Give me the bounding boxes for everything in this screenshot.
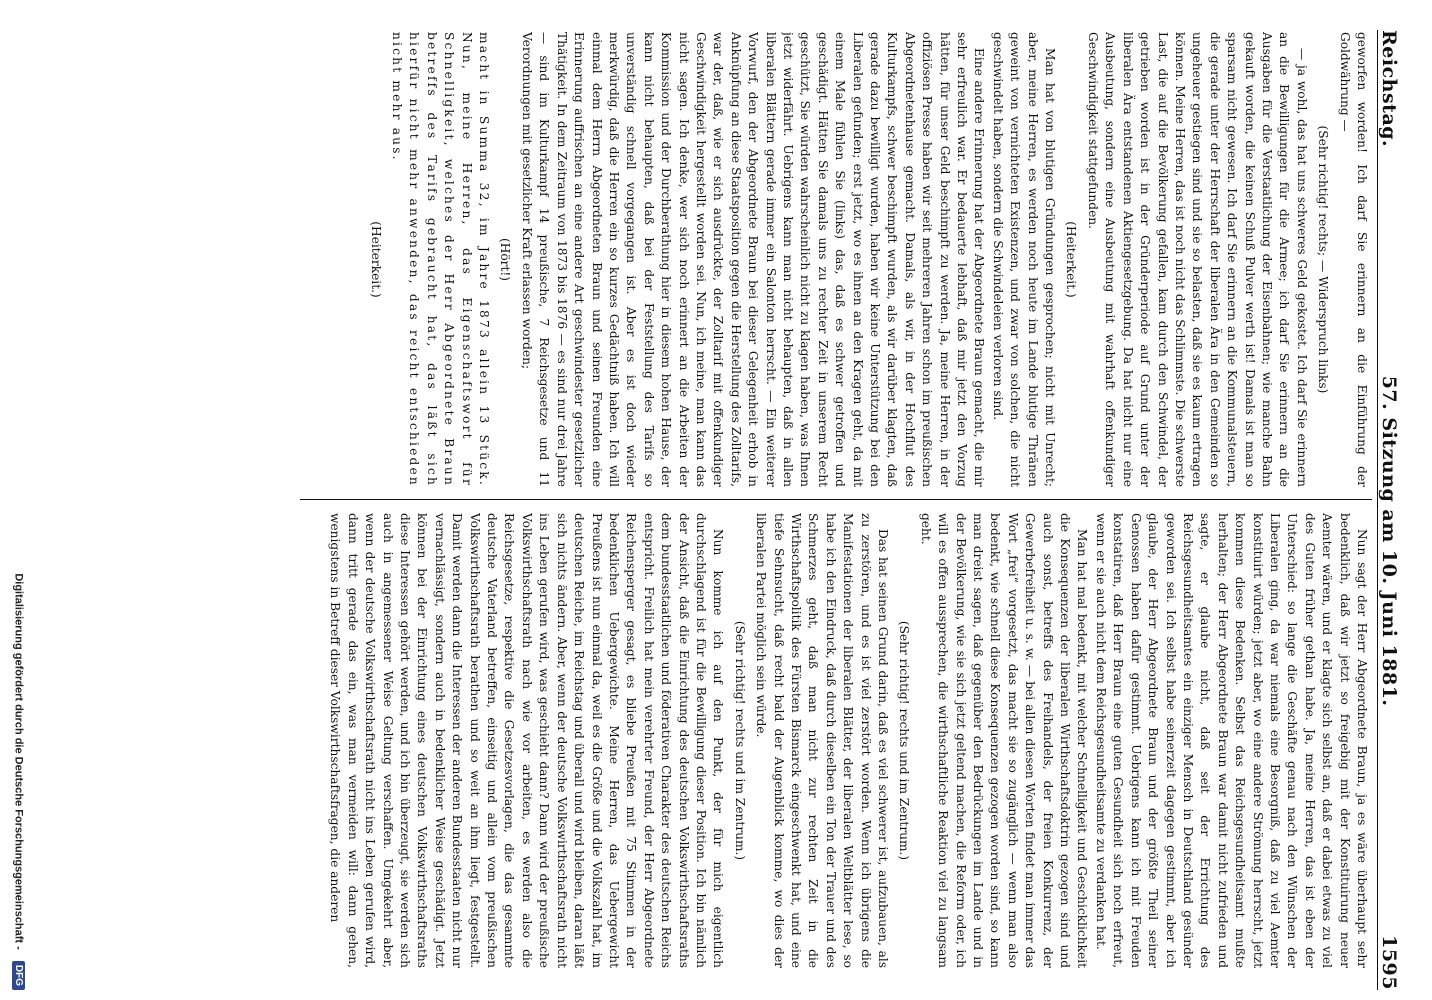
column-divider: [300, 499, 1372, 500]
page-number: 1595: [1378, 935, 1400, 990]
paragraph: Man hat von blutigen Gründungen gesprochen; nicht mit Unrecht; aber, meine Herren, es werden noch heute im Lande blutige Thränen geweint von vernichteten Existenzen, und zwar von solchen, die nicht geschwindelt haben, sondern die Schwindeleien verloren sind.: [990, 32, 1058, 487]
header-running-title: 57. Sitzung am 10. Juni 1881.: [1378, 375, 1400, 707]
interjection: (Sehr richtig! rechts; — Widerspruch links): [1316, 125, 1331, 394]
digitization-credit: [12, 32, 25, 990]
paragraph: geworfen worden! Ich darf Sie erinnern an die Einführung der Goldwährung —: [1337, 32, 1369, 487]
paragraph: macht in Summa 32, im Jahre 1873 allein 13 Stück. Nun, meine Herren, das Eigenschaftswort für Schnelligkeit, welches der Herr Abgeordnete Braun betreffs des Tarifs gebraucht hat, das läßt sich hierfür nicht mehr anwenden, das reicht entschieden nicht mehr aus.: [390, 32, 492, 487]
interjection: (Hört!): [498, 237, 513, 282]
header-left: Reichstag.: [1378, 30, 1400, 148]
interjection: (Heiterkeit.): [368, 221, 383, 298]
left-column: [70, 32, 1370, 487]
paragraph: Eine andere Erinnerung hat der Abgeordnete Braun gemacht, die mir sehr erfreulich war. Er bedauerte lebhaft, daß mir jetzt den Vorzug hätten, für unser Geld beschimpft zu werden. Ja, meine Herren, in der offiziösen Presse haben wir seit mehreren Jahren schon im preußischen Abgeordnetenhause gemacht. Damals, als wir, in der Hochflut des Kulturkampfs, schwer beschimpft wurden, als wir darüber klagten, daß gerade dazu bewilligt wurden, haben wir keine Unterstützung bei den Liberalen gefunden; erst jetzt, wo es ihnen an den Kragen geht, da mit einem Male fühlen Sie (links) das, daß es schwer getroffen und geschädigt. Hätten Sie damals uns zu rechter Zeit in unserem Recht geschützt, Sie würden wahrscheinlich nicht zu klagen haben, was Ihnen jetzt widerfährt. Uebrigens kann man nicht behaupten, daß in allen liberalen Blättern gerade immer ein Salonton herrscht. — Ein weiterer Vorwurf, den der Abgeordnete Braun bei dieser Gelegenheit erhob in Anknüpfung an diese Staatsposition gegen die Herstellung des Zolltarifs, war der, daß, wie er sich ausdrückte, der Zolltarif mit offenkundiger Geschwindigkeit hergestellt worden sei. Nun, ich meine, man kann das nicht sagen. Ich denke, wer sich noch erinnert an die Arbeiten der Kommission und der Durchberathung hier in diesem hohen Hause, der kann nicht behaupten, daß bei der Feststellung des Tarifs so unverständig schnell vorgegangen ist. Aber es ist doch wieder merkwürdig, daß die Herren ein so kurzes Gedächtniß haben. Ich will einmal dem Herrn Abgeordneten Braun und seinen Freunden eine Erinnerung auffrischen an eine andere Art geschwindester gesetzlicher Thätigkeit. In dem Zeitraum von 1873 bis 1876 — es sind nur drei Jahre — sind im Kulturkampf 14 preußische, 7 Reichsgesetze und 11 Verordnungen mit gesetzlicher Kraft erlassen worden;: [519, 32, 987, 487]
paragraph: Man hat mal bedenkt, mit welcher Schnelligkeit und Geschicklichkeit die Konsequenzen der liberalen Wirthschaftsdoktrin gezogen sind und auch sonst, betreffs des Freihandels, der freien Konkurrenz, der Gewerbefreiheit u. s. w. — bei allen diesen Worten findet man immer das Wort „frei“ vorgesetzt, das macht sie so zugänglich — wenn man also bedenkt, wie schnell diese Konsequenzen gezogen worden sind, so kann man dreist sagen, daß gegenüber den Bedrückungen im Lande und in der Bevölkerung, wie sie sich jetzt geltend machen, die Reform oder, ich will es offen aussprechen, die wirthschaftliche Reaktion viel zu langsam geht.: [918, 513, 1090, 968]
dfg-logo: DFG: [12, 961, 25, 990]
paragraph: — ja wohl, das hat uns schweres Geld gekostet. Ich darf Sie erinnern an die Bewilligungen für die Armee; ich darf Sie erinnern an die Ausgaben für die Verstaatlichung der Eisenbahnen; wie manche Bahn gekauft worden, die keinen Schuß Pulver werth ist! Damals ist man so sparsam nicht gewesen. Ich darf Sie erinnern an die Kommunalsteuern, die gerade unter der Herrschaft der liberalen Ära in den Gemeinden so ungeheuer gestiegen sind und sie so belasten, daß sie es kaum ertragen können. Meine Herren, das ist noch nicht das Schlimmste. Die schwerste Last, die auf die Bevölkerung gefallen, kam durch den Schwindel, der getrieben worden ist in der Gründerperiode auf Grund unter der liberalen Ära entstandenen Aktiengesetzgebung. Da hat nicht nur eine Ausbeutung, sondern eine Ausbeutung mit wahrhaft offenkundiger Geschwindigkeit stattgefunden.: [1085, 32, 1309, 487]
right-column: [70, 513, 1370, 968]
paragraph: Das hat seinen Grund darin, daß es viel schwerer ist, aufzubauen, als zu zerstören, und es ist viel zerstört worden. Wenn ich übrigens die Manifestationen der liberalen Blätter, der liberalen Weltblätter lese, so habe ich den Eindruck, daß durch dieselben ein Ton der Trauer und des Schmerzes geht, daß man nicht zur rechten Zeit in die Wirthschaftspolitik des Fürsten Bismarck eingeschwenkt hat, und eine tiefe Sehnsucht, daß recht bald der Augenblick komme, wo dies der liberalen Partei möglich sein würde.: [754, 513, 891, 968]
interjection: (Sehr richtig! rechts und im Zentrum.): [897, 620, 912, 861]
interjection: (Sehr richtig! rechts und im Zentrum.): [732, 620, 747, 861]
interjection: (Heiterkeit.): [1064, 221, 1079, 298]
paragraph: Nun komme ich auf den Punkt, der für mich eigentlich durchschlagend ist für die Bewilligung dieser Position. Ich bin nämlich der Ansicht, daß die Einrichtung des deutschen Volkswirthschaftsraths dem bundesstaatlichen und föderativen Charakter des deutschen Reichs entspricht. Freilich hat mein verehrter Freund, der Herr Abgeordnete Reichensperger gesagt, es bliebe Preußen mit 75 Stimmen in der bedenklichen Uebergewichte. Meine Herren, das Uebergewicht Preußens ist nun einmal da, weil es die Größe und die Volkszahl hat, im deutschen Reiche, im Reichstag und überall und wird bleiben, daran läßt sich nichts ändern. Aber, wenn der deutsche Volkswirthschaftsrath nicht ins Leben gerufen wird, was geschieht dann? Dann wird der preußische Volkswirthschaftsrath nach wie vor arbeiten, es werden also die Reichsgesetze, respektive die Gesetzesvorlagen, die das gesammte deutsche Vaterland betreffen, einseitig und allein vom preußischen Volkswirthschaftsrath berathen und so weit an ihm liegt, festgestellt. Damit werden dann die Interessen der anderen Bundesstaaten nicht nur vernachlässigt, sondern auch in bedenklicher Weise geschädigt. Jetzt können bei der Einrichtung eines deutschen Volkswirthschaftsraths diese Interessen gehört werden, und ich bin überzeugt, sie werden sich auch in angemessener Weise Geltung verschaffen. Umgekehrt aber, wenn der deutsche Volkswirthschaftsrath nicht ins Leben gerufen wird, dann tritt gerade das ein, was man vermeiden will: dann gehen, wenigstens in Betreff dieser Volkswirthschaftsfragen, die anderen: [328, 513, 726, 968]
paragraph: Nun sagt der Herr Abgeordnete Braun, ja es wäre überhaupt sehr bedenklich, daß wir jetzt so freigebig mit der Konstituirung neuer Aemter wären, und er klagte sich selbst an, daß er dabei etwas zu viel des Guten früher gethan habe. Ja, meine Herren, das ist eben der Unterschied: so lange die Geschäfte genau nach den Wünschen der Liberalen ging, da war niemals eine Besorgniß, daß zu viel Aemter konstituirt würden; jetzt aber, wo eine andere Strömung herrscht, jetzt kommen diese Bedenken. Selbst das Reichsgesundheitsamt mußte herhalten; der Herr Abgeordnete Braun war damit nicht zufrieden und sagte, er glaube nicht, daß seit der Errichtung des Reichsgesundheitsamtes ein einziger Mensch in Deutschland gesünder geworden sei. Ich selbst habe seinerzeit dagegen gestimmt, aber ich glaube, der Herr Abgeordnete Braun und der größte Theil seiner Genossen haben dafür gestimmt. Uebrigens kann ich mit Freuden konstatiren, daß Herr Braun eine guten Gesundheit sich noch erfreut, wenn er sie auch nicht dem Reichsgesundheitsamte zu verdanken hat.: [1093, 513, 1369, 968]
credit-text: Digitalisierung gefördert durch die Deutsche Forschungsgemeinschaft -: [12, 573, 25, 950]
page-header: [1377, 30, 1418, 990]
